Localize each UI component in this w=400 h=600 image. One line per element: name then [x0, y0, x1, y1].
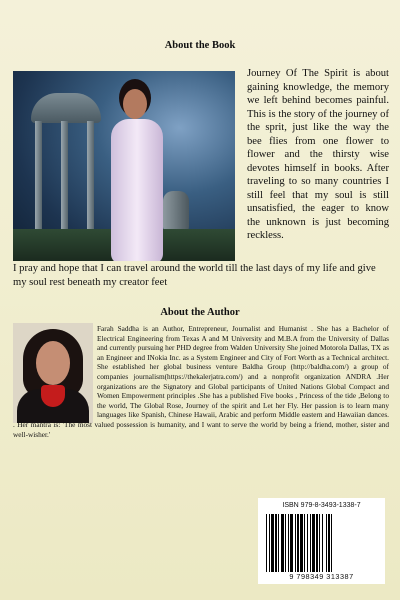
about-book-heading: About the Book [164, 40, 236, 51]
barcode-stripe [275, 514, 277, 572]
about-author-heading: About the Author [160, 307, 240, 318]
barcode-stripe [316, 514, 318, 572]
prayer-text: I pray and hope that I can travel around the world till the last days of my life and give my soul rest beneath my creator feet [13, 263, 376, 288]
barcode-bars [266, 514, 378, 572]
barcode [258, 498, 385, 584]
barcode-stripe [281, 514, 284, 572]
gazebo-column [35, 121, 42, 231]
barcode-stripe [331, 514, 332, 572]
isbn-label: ISBN 979-8-3493-1338-7 [282, 502, 361, 509]
barcode-stripe [307, 514, 308, 572]
barcode-stripe [295, 514, 296, 572]
about-book-text: Journey Of The Spirit is about gaining knowledge, the memory we left behind becomes painful. This is the story of the journey of the sprit, just like the way the bee flies from one flower to flower and the thirsty wise devotes himself in books. After traveling to so many countries I still feel that my soul is still unsatisfied, the eager to know the unknown is just becoming reckless. [247, 68, 389, 241]
barcode-number: 9 798349 313387 [289, 572, 354, 581]
barcode-stripe [310, 514, 311, 572]
barcode-stripe [297, 514, 299, 572]
barcode-stripe [271, 514, 274, 572]
author-bio-text: Farah Saddha is an Author, Entrepreneur, Journalist and Humanist . She has a Bachelor of Electrical Engineering from Texas A and M University and M.B.A from the University of Dallas and currently pursuing her PHD degree from Walden University She joined Motorola Dallas, TX as an Engineer and INokia Inc. as a System Engineer and City of Fort Worth as a Technical architect. She established her global business venture Baldha Group (http://baldha.com/) a group of companies journalism(https://thekalerjatra.com/) and a nonprofit organization ANDRA .Her organizations are the Signatory and Global participants of United Nations Global Compact and Women Empowerment principles .She has a published Five books , Princess of the tide ,Belong to the world, The Global Rose, Journey of the spirit and Let her Fly. Her passion is to learn many languages like Spanish, Chinese Hawaii, Arabic and perform Middle eastern and Hawaiian dances. . Her mantra is: 'The most valued possession is humanity, and I want to serve the world by being a friend, mother, sister and well-wisher.' [13, 324, 389, 439]
barcode-stripe [269, 514, 270, 572]
barcode-stripe [300, 514, 303, 572]
barcode-stripe [290, 514, 293, 572]
cover-photo [13, 71, 235, 261]
barcode-stripe [319, 514, 320, 572]
barcode-stripe [328, 514, 330, 572]
barcode-stripe [285, 514, 286, 572]
barcode-stripe [326, 514, 327, 572]
gazebo-column [87, 121, 94, 231]
barcode-stripe [304, 514, 305, 572]
author-bio [13, 324, 389, 439]
barcode-stripe [288, 514, 289, 572]
barcode-stripe [322, 514, 323, 572]
woman-figure-head [123, 89, 147, 119]
barcode-stripe [278, 514, 279, 572]
gazebo-roof [31, 93, 101, 123]
woman-figure-body [111, 119, 163, 261]
barcode-stripe [312, 514, 315, 572]
stone-urn [163, 191, 189, 231]
barcode-stripe [266, 514, 267, 572]
gazebo-column [61, 121, 68, 231]
photo-spacer [13, 324, 97, 414]
